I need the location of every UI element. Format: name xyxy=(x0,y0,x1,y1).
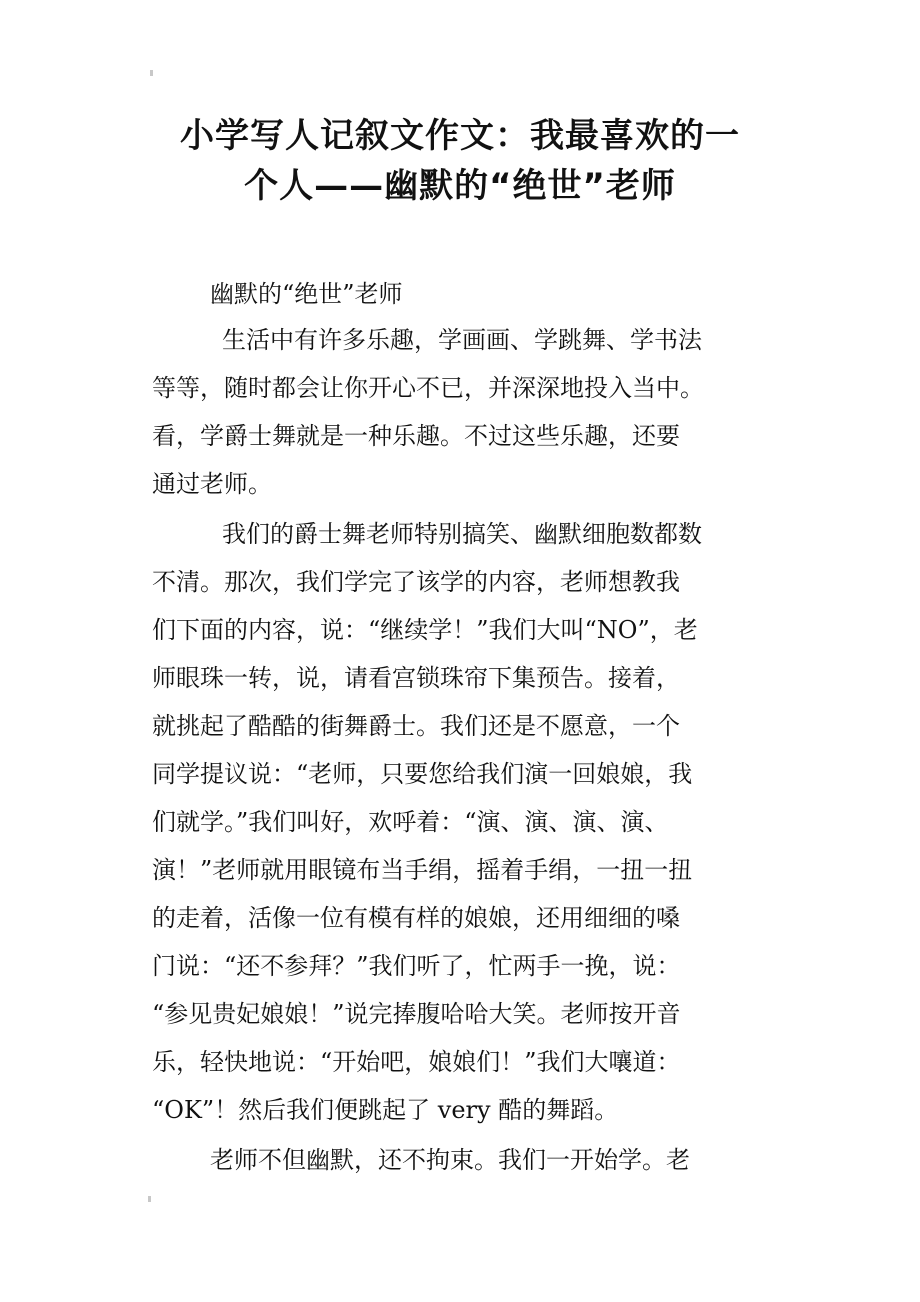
document-title-line-2: 个人——幽默的“绝世”老师 xyxy=(244,166,676,206)
body-line: 我们的爵士舞老师特别搞笑、幽默细胞数都数 xyxy=(222,520,702,548)
body-line: 老师不但幽默，还不拘束。我们一开始学。老 xyxy=(210,1146,690,1174)
scan-speck xyxy=(148,1196,151,1202)
body-line: 看，学爵士舞就是一种乐趣。不过这些乐趣，还要 xyxy=(152,422,680,450)
body-line: 们下面的内容，说：“继续学！”我们大叫“NO”，老 xyxy=(152,616,698,644)
body-line: 同学提议说：“老师，只要您给我们演一回娘娘，我 xyxy=(152,760,693,788)
essay-subtitle: 幽默的“绝世”老师 xyxy=(210,280,403,308)
body-line: “OK”！然后我们便跳起了 very 酷的舞蹈。 xyxy=(152,1096,619,1124)
body-line: 通过老师。 xyxy=(152,470,272,498)
body-line: 等等，随时都会让你开心不已，并深深地投入当中。 xyxy=(152,374,704,402)
document-title-line-1: 小学写人记叙文作文：我最喜欢的一 xyxy=(180,116,740,156)
body-line: 演！”老师就用眼镜布当手绢，摇着手绢，一扭一扭 xyxy=(152,856,693,884)
body-line: 就挑起了酷酷的街舞爵士。我们还是不愿意，一个 xyxy=(152,712,680,740)
body-line: 的走着，活像一位有模有样的娘娘，还用细细的嗓 xyxy=(152,904,680,932)
body-line: 师眼珠一转，说，请看宫锁珠帘下集预告。接着， xyxy=(152,664,680,692)
body-line: 们就学。”我们叫好，欢呼着：“演、演、演、演、 xyxy=(152,808,669,836)
body-line: 不清。那次，我们学完了该学的内容，老师想教我 xyxy=(152,568,680,596)
scan-speck xyxy=(150,70,153,76)
body-line: 乐，轻快地说：“开始吧，娘娘们！”我们大嚷道： xyxy=(152,1048,681,1076)
body-line: “参见贵妃娘娘！”说完捧腹哈哈大笑。老师按开音 xyxy=(152,1000,681,1028)
body-line: 门说：“还不参拜？”我们听了，忙两手一挽，说： xyxy=(152,952,681,980)
body-line: 生活中有许多乐趣，学画画、学跳舞、学书法 xyxy=(222,326,702,354)
